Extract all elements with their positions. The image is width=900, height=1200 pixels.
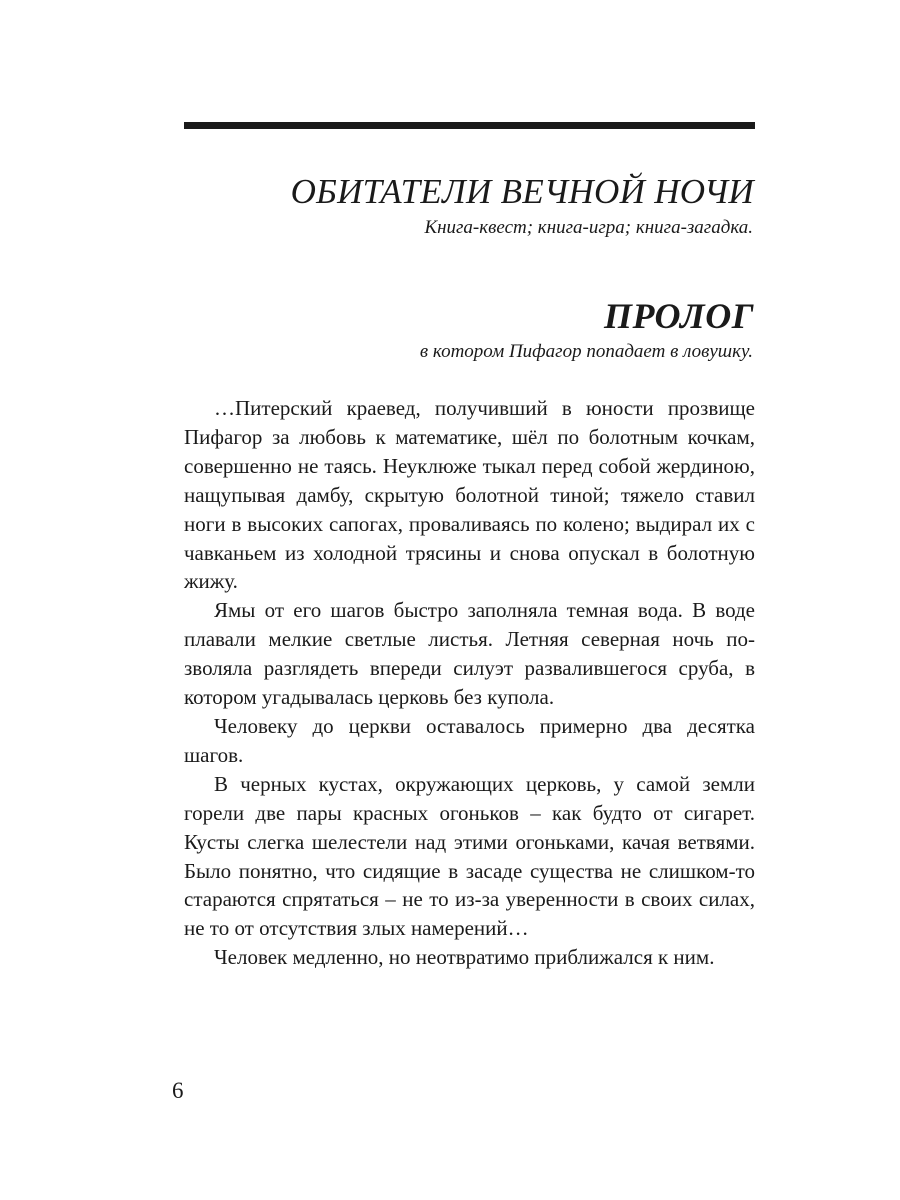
paragraph: …Питерский краевед, получивший в юности прозвище Пифагор за любовь к математике, шёл по болотным кочкам, совершенно не таясь. Неуклюже тыкал перед собой жердиною, нащупывая дамбу, скрытую болотной тиной; тяжело ставил ноги в высоких сапогах, проваливаясь по колено; выдирал их с чавканьем из холодной трясины и снова опускал в болотную жижу. [184, 396, 755, 594]
chapter-title: ПРОЛОГ [603, 296, 754, 336]
page-number: 6 [172, 1078, 184, 1103]
book-subtitle: Книга-квест; книга-игра; книга-загадка. [424, 217, 753, 238]
paragraph: В черных кустах, окружающих церковь, у самой земли горели две пары красных огоньков – как будто от сигарет. Кусты слегка шелестели над этими огоньками, качая ветвями. Было понятно, что сидящие в засаде существа не слишком-то стараются спрятаться – не то из-за уверенности в своих силах, не то от отсутствия злых намерений… [184, 771, 755, 941]
body-text [184, 394, 755, 972]
chapter-subtitle: в котором Пифагор попадает в ловушку. [419, 341, 753, 362]
book-title: ОБИТАТЕЛИ ВЕЧНОЙ НОЧИ [290, 172, 754, 211]
top-rule [184, 122, 755, 129]
paragraph: Ямы от его шагов быстро заполняла темная вода. В воде плавали мелкие светлые листья. Летняя северная ночь позволяла разглядеть впереди силуэт развалившегося сруба, в котором угадывалась церковь без купола. [184, 598, 755, 710]
paragraph: Человеку до церкви оставалось примерно два десятка шагов. [184, 713, 755, 767]
paragraph: Человек медленно, но неотвратимо приближался к ним. [214, 945, 715, 970]
